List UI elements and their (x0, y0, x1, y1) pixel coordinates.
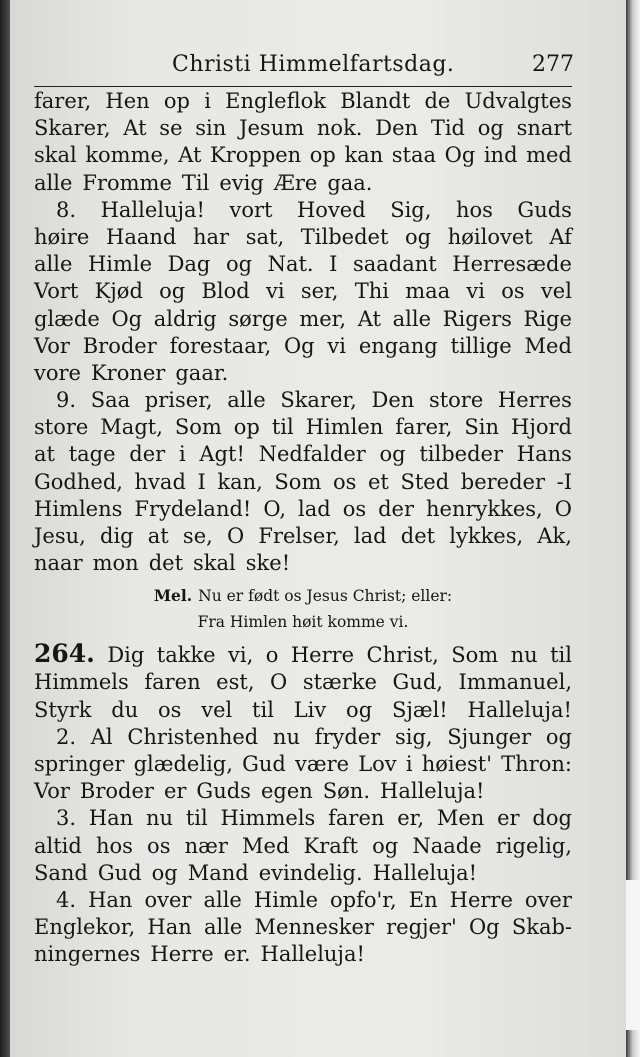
word: nær (184, 833, 228, 858)
word: At (357, 306, 381, 331)
word: til (252, 697, 274, 722)
word: Gud, (392, 670, 443, 695)
word: er (497, 806, 520, 831)
word: Søn. (322, 779, 371, 804)
word: alle (203, 915, 243, 940)
text-line (34, 142, 572, 169)
word: Thi (354, 279, 389, 304)
word: Ære (273, 170, 318, 195)
word: sørge (228, 306, 288, 331)
word: Sin (464, 415, 500, 440)
word: hvad (134, 469, 186, 494)
word: Dig (107, 643, 145, 668)
word: nu (510, 643, 538, 668)
word: i (405, 751, 413, 776)
word: faren (328, 806, 385, 831)
word: nu (146, 806, 174, 831)
word: Rige (523, 306, 572, 331)
word: Og (111, 306, 143, 331)
word: Og (468, 915, 500, 940)
text-line (34, 724, 572, 751)
word: mer, (299, 306, 347, 331)
word: Godhed, (34, 469, 123, 494)
word: ningernes (34, 942, 141, 967)
text-line (34, 697, 572, 724)
word: og (151, 860, 178, 885)
word: maa (405, 279, 451, 304)
word: alle (203, 887, 242, 912)
word: Himmels (220, 806, 316, 831)
word: Sand (34, 860, 88, 885)
word: Dag (167, 252, 211, 277)
word: staa (391, 143, 437, 168)
word: springer (34, 751, 125, 776)
word: Og (283, 333, 315, 358)
word: Herresæde (452, 252, 572, 277)
word: Englekor, (34, 915, 136, 940)
word: os (158, 697, 182, 722)
word: Ak, (537, 524, 572, 548)
word: og (372, 833, 399, 858)
word: dog (532, 806, 572, 831)
word: og (225, 252, 253, 277)
word: engang (358, 333, 438, 358)
text-line (34, 414, 572, 441)
word: Styrk (34, 697, 92, 722)
word: aldrig (153, 306, 217, 331)
word: vi (265, 279, 285, 304)
word: ske! (245, 551, 291, 576)
word: takke (156, 643, 216, 668)
word: Hen (105, 89, 150, 113)
word: til (550, 643, 572, 668)
word: tage (68, 442, 116, 467)
word: I (197, 469, 206, 494)
text-line (34, 669, 572, 696)
verse-number: 2. (56, 724, 77, 749)
word: er. (223, 942, 251, 967)
text-line (34, 941, 572, 968)
word: det (400, 524, 436, 548)
word: at (147, 524, 169, 548)
word: Blod (201, 279, 250, 304)
word: Agt! (199, 442, 245, 467)
word: Kroner (90, 360, 166, 385)
word: Blandt (340, 89, 411, 113)
text-line (34, 333, 572, 360)
word: alle (34, 252, 73, 277)
word: O, (263, 496, 287, 521)
word: Jesum (239, 116, 305, 141)
word: os (342, 496, 367, 521)
melody-text: Nu er født os Jesus Christ; eller: (198, 587, 453, 606)
word: Rigers (442, 306, 512, 331)
word: Skarer, (34, 116, 111, 141)
word: bereder (460, 469, 545, 494)
word: Thron: (501, 751, 572, 776)
word: Mennesker (254, 915, 374, 940)
word: Engleflok (225, 89, 326, 113)
word: høire (34, 224, 90, 249)
text-line (34, 170, 572, 197)
word: vi, (228, 643, 254, 668)
text-line (34, 387, 572, 414)
word: og (477, 116, 504, 141)
word: En (408, 887, 438, 912)
word: se (159, 116, 183, 141)
word: Herre (290, 643, 355, 668)
running-header (10, 46, 628, 90)
word: der (129, 442, 166, 467)
hymn-number: 264. (34, 639, 95, 669)
word: høilovet (447, 224, 533, 249)
word: os (332, 469, 357, 494)
word: det (148, 551, 184, 576)
word: Halleluja! (372, 860, 478, 885)
word: vore (34, 360, 81, 385)
word: Tilbedet (300, 224, 389, 249)
word: ser, (300, 279, 339, 304)
word: Nedfalder (258, 442, 366, 467)
word: lad (353, 524, 387, 548)
word: Tid (430, 116, 465, 141)
text-line (34, 550, 572, 577)
word: hos (95, 833, 133, 858)
text-line (34, 360, 572, 387)
word: at (34, 442, 55, 467)
word: snart (516, 116, 572, 141)
word: Sjunger (447, 724, 532, 749)
word: dig (100, 524, 134, 548)
word: Vort (34, 279, 79, 304)
word: Kjød (94, 279, 143, 304)
word: og (346, 697, 373, 722)
word: Og (444, 143, 476, 168)
word: Saa (90, 388, 131, 413)
word: vel (540, 279, 572, 304)
word: skal (193, 551, 236, 576)
word: kan (344, 143, 384, 168)
text-line (34, 278, 572, 305)
word: tilbeder (419, 442, 504, 467)
word: forestaar, (169, 333, 272, 358)
word: gaar. (175, 360, 229, 385)
word: i (178, 442, 186, 467)
word: Frydeland! (134, 496, 252, 521)
word: Al (90, 724, 113, 749)
word: store (428, 388, 484, 413)
page-body (34, 88, 572, 968)
word: alle (392, 306, 432, 331)
word: vi (466, 279, 485, 304)
word: Guds (196, 779, 251, 804)
word: Halleluja! (467, 697, 572, 722)
word: op (233, 415, 260, 440)
word: glædelig, (133, 751, 233, 776)
melody-label: Mel. (153, 586, 193, 606)
word: Nat. (267, 252, 314, 277)
text-line (34, 306, 572, 333)
word: et (367, 469, 389, 494)
text-line (34, 441, 572, 468)
page-number: 277 (532, 52, 574, 77)
word: Broder (79, 779, 154, 804)
text-line (34, 778, 572, 805)
word: der (378, 496, 415, 521)
word: -I (556, 469, 572, 494)
word: de (424, 89, 451, 113)
word: o (265, 643, 279, 668)
word: store (34, 415, 89, 440)
word: over (144, 887, 192, 912)
word: Himlens (34, 496, 123, 521)
word: Liv (293, 697, 327, 722)
word: til (185, 806, 208, 831)
word: Skarer, (280, 388, 357, 413)
word: Som (174, 415, 222, 440)
word: Haand (106, 224, 177, 249)
word: Fromme (82, 170, 172, 195)
word: være (294, 751, 350, 776)
word: priser, (144, 388, 213, 413)
word: kan, (217, 469, 263, 494)
word: saadant (352, 252, 437, 277)
word: Kroppen (210, 143, 302, 168)
word: opfo'r, (330, 887, 397, 912)
word: tillige (450, 333, 512, 358)
verse-number: 8. (56, 197, 77, 222)
word: os (147, 833, 171, 858)
word: Herres (497, 388, 572, 413)
word: nok. (316, 116, 363, 141)
verse-number: 9. (56, 388, 77, 413)
word: Sted (400, 469, 450, 494)
word: Til (181, 170, 210, 195)
word: farer, (34, 89, 92, 113)
melody-note (34, 583, 572, 609)
word: Gud (242, 751, 286, 776)
word: Halleluja! (260, 942, 365, 967)
word: sig, (394, 724, 433, 749)
word: Hans (516, 442, 572, 467)
text-line (34, 224, 572, 251)
word: Den (375, 116, 419, 141)
word: evig (219, 170, 264, 195)
text-line (34, 805, 572, 832)
word: i (204, 89, 211, 113)
word: Sig, (390, 197, 432, 222)
text-line (34, 860, 572, 887)
word: Han (147, 915, 192, 940)
word: At (123, 116, 147, 141)
word: Himle (87, 252, 153, 277)
word: est, (216, 670, 255, 695)
word: Christenhed (127, 724, 259, 749)
word: komme, (85, 143, 170, 168)
word: Naade (412, 833, 482, 858)
word: altid (34, 833, 82, 858)
word: Mand (187, 860, 249, 885)
word: vel (201, 697, 233, 722)
word: sin (195, 116, 227, 141)
word: er (163, 779, 187, 804)
word: faren (144, 670, 201, 695)
text-line (34, 469, 572, 496)
word: Magt, (100, 415, 163, 440)
word: Af (549, 224, 572, 249)
word: Hjord (511, 415, 572, 440)
word: Guds (517, 197, 572, 222)
word: med (526, 143, 572, 168)
word: Herre (150, 942, 214, 967)
word: Broder (82, 333, 157, 358)
word: lad (298, 496, 331, 521)
word: op (309, 143, 336, 168)
word: rigelig, (495, 833, 572, 858)
text-line (34, 914, 572, 941)
word: høiest' (421, 751, 492, 776)
word: Himlen (305, 415, 384, 440)
word: op (163, 89, 190, 113)
word: farer, (395, 415, 453, 440)
word: vort (229, 197, 273, 222)
word: alle (227, 388, 266, 413)
word: er, (397, 806, 425, 831)
verse-number: 3. (56, 806, 77, 831)
word: Herre (449, 887, 513, 912)
word: Kraft (303, 833, 358, 858)
word: og (405, 224, 432, 249)
word: nu (272, 724, 300, 749)
word: regjer' (386, 915, 457, 940)
next-page-edge (626, 880, 640, 1030)
word: Hoved (296, 197, 366, 222)
word: os (501, 279, 525, 304)
book-page (10, 0, 628, 1057)
word: vi (327, 333, 347, 358)
word: Han (88, 806, 134, 831)
word: Han (88, 887, 133, 912)
text-line (34, 115, 572, 142)
word: Halleluja! (100, 197, 205, 222)
word: og (379, 442, 406, 467)
word: og (159, 279, 186, 304)
word: Himle (253, 887, 318, 912)
text-line (34, 197, 572, 224)
word: Immanuel, (458, 670, 572, 695)
text-line (34, 833, 572, 860)
word: skal (34, 143, 77, 168)
word: ind (483, 143, 518, 168)
word: Jesu, (34, 524, 86, 548)
word: har (192, 224, 230, 249)
word: Som (274, 469, 322, 494)
word: Frelser, (258, 524, 340, 548)
word: I (329, 252, 338, 277)
word: over (524, 887, 572, 912)
word: Men (436, 806, 485, 831)
word: Vor (34, 333, 70, 358)
word: gaa. (327, 170, 373, 195)
word: At (178, 143, 202, 168)
text-line (34, 496, 572, 523)
word: og (545, 724, 572, 749)
word: fryder (314, 724, 381, 749)
word: Den (371, 388, 415, 413)
melody-alternative: Fra Himlen høit komme vi. (197, 613, 409, 632)
word: lykkes, (449, 524, 524, 548)
word: til (271, 415, 294, 440)
word: Christ, (366, 643, 439, 668)
word: Udvalgtes (464, 89, 572, 113)
word: naar (34, 551, 83, 576)
word: alle (34, 170, 73, 195)
text-line (34, 251, 572, 278)
text-line (34, 523, 572, 550)
word: se, (182, 524, 213, 548)
text-line (34, 88, 572, 115)
word: Som (451, 643, 499, 668)
word: stærke (302, 670, 377, 695)
word: evindelig. (258, 860, 363, 885)
word: O (226, 524, 245, 548)
text-line (34, 887, 572, 914)
word: O (270, 670, 288, 695)
text-line (34, 639, 572, 669)
word: Gud (97, 860, 142, 885)
word: egen (260, 779, 313, 804)
word: hos (455, 197, 493, 222)
word: Skab- (511, 915, 572, 940)
word: Med (242, 833, 290, 858)
word: O (554, 496, 572, 521)
running-title: Christi Himmelfartsdag. (172, 52, 455, 77)
word: Sjæl! (391, 697, 448, 722)
word: du (111, 697, 139, 722)
word: Himmels (34, 670, 129, 695)
word: Vor (34, 779, 70, 804)
word: Med (524, 333, 572, 358)
word: henrykkes, (426, 496, 543, 521)
verse-number: 4. (56, 887, 77, 912)
header-rule (34, 86, 572, 87)
text-line (34, 751, 572, 778)
word: sat, (245, 224, 285, 249)
word: Halleluja! (380, 779, 485, 804)
word: mon (92, 551, 139, 576)
word: Lov (358, 751, 397, 776)
word: glæde (34, 306, 100, 331)
